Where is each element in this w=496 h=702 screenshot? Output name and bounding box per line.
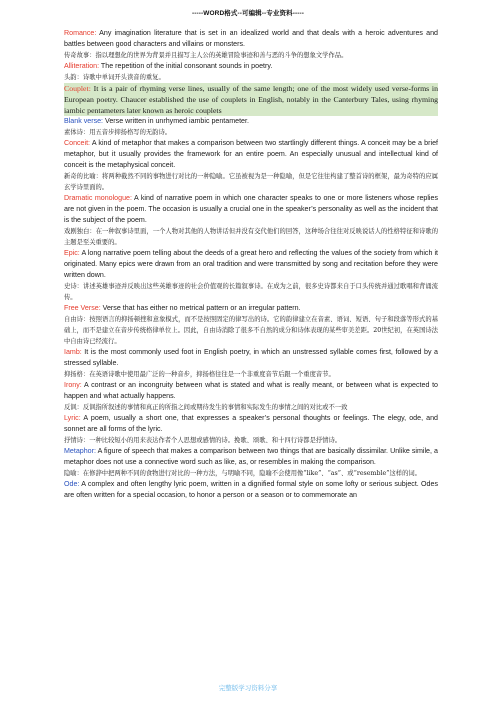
entry-couplet-highlighted: Couplet: It is a pair of rhyming verse lines, usually of the same length; one of the most widely used verse-forms in European poetry. Chaucer established the use of couplets in English, notably in the Canterbury Tales, using rhyming iambic pentameters later known as heroic couplets — [64, 84, 438, 115]
entry-dramatic-monologue-zh: 戏剧独白：在一种叙事诗里面，一个人物对其他的人物讲话但并没有交代他们的回答，这种场合往往对反映说话人的性格特征和诗歌的主题是至关重要的。 — [64, 228, 438, 246]
entry-romance-en: Romance: Any imagination literature that is set in an idealized world and that deals with a heroic adventures and battles between good characters and villains or monsters. — [64, 29, 438, 48]
entry-irony-en: Irony: A contrast or an incongruity between what is stated and what is really meant, or between what is expected to happen and what actually happens. — [64, 381, 438, 400]
entry-lyric-zh: 抒情诗：一种比较短小的用来表达作者个人思想或感情的诗。挽歌、颂歌、和十四行诗都是抒情诗。 — [64, 437, 342, 444]
entry-dramatic-monologue-en: Dramatic monologue: A kind of narrative poem in which one character speaks to one or more listeners whose replies are not given in the poem. The occasion is usually a crucial one in the speaker’s personality as well as the incident that is the subject of the poem. — [64, 194, 438, 224]
glossary-content — [64, 28, 438, 501]
term-epic: Epic: — [64, 249, 80, 257]
term-ode: Ode: — [64, 480, 80, 488]
entry-metaphor-en: Metaphor: A figure of speech that makes a comparison between two things that are basically dissimilar. Unlike simile, a metaphor does not use a connective word such as like, as, or resembles in making the comparison. — [64, 447, 438, 466]
entry-blank-verse-en: Blank verse: Verse written in unrhymed iambic pentameter. — [64, 117, 249, 125]
entry-alliteration-en: Alliteration: The repetition of the initial consonant sounds in poetry. — [64, 62, 273, 70]
entry-free-verse-zh: 自由诗：按照语言的抑扬顿挫和意象模式，而不是按照固定的律写出的诗。它的韵律建立在音素、语词、短语、句子和段落等形式的基础上，而不是建立在音步传统格律单位上。因此，自由诗消除了很多不自然的成分和诗体表现的某些审美差距。20世纪初，在英国诗法中自由诗已经流行。 — [64, 316, 438, 345]
term-metaphor: Metaphor: — [64, 447, 96, 455]
term-conceit: Conceit: — [64, 139, 91, 147]
entry-ode-en: Ode: A complex and often lengthy lyric poem, written in a dignified formal style on some lofty or serious subject. Odes are often written for a special occasion, to honor a person or a season or to commemorate an — [64, 480, 438, 499]
entry-iamb-zh: 抑扬格：在英语诗歌中使用最广泛的一种音步，抑扬格往往是一个非重度音节后跟一个重度音节。 — [64, 371, 335, 378]
entry-lyric-en: Lyric: A poem, usually a short one, that expresses a speaker’s personal thoughts or feelings. The elegy, ode, and sonnet are all forms of the lyric. — [64, 414, 438, 433]
term-dramatic-monologue: Dramatic monologue: — [64, 194, 132, 202]
term-irony: Irony: — [64, 381, 82, 389]
entry-epic-en: Epic: A long narrative poem telling about the deeds of a great hero and reflecting the values of the society from which it originated. Many epics were drawn from an oral tradition and were transmitted by song and recitation before they were written down. — [64, 249, 438, 279]
term-blank-verse: Blank verse: — [64, 117, 104, 125]
entry-irony-zh: 反讽：反讽指所叙述的事情和真正的所指之间或期待发生的事情和实际发生的事情之间的对比或不一致 — [64, 404, 348, 411]
entry-alliteration-zh: 头韵：诗歌中单词开头读音的重复。 — [64, 74, 165, 81]
term-alliteration: Alliteration: — [64, 62, 100, 70]
term-couplet: Couplet: — [64, 84, 91, 93]
entry-conceit-zh: 新奇的比喻：将两种截然不同的事物进行对比的一种隐喻。它虽被视为是一种隐喻，但是它往往构建了整首诗的框架，最为奇特的应属玄学诗里面的。 — [64, 173, 438, 191]
page-header: -----WORD格式--可编辑--专业资料----- — [191, 10, 305, 17]
term-free-verse: Free Verse: — [64, 304, 101, 312]
entry-epic-zh: 史诗：讲述英雄事迹并反映出这些英雄事迹的社会价值观的长篇叙事诗。在成为之前，很多史诗都来自于口头传统并通过歌唱和背诵流传。 — [64, 283, 438, 301]
entry-free-verse-en: Free Verse: Verse that has either no metrical pattern or an irregular pattern. — [64, 304, 301, 312]
term-lyric: Lyric: — [64, 414, 81, 422]
entry-metaphor-zh: 隐喻：在修辞中把两种不同的食物进行对比的一种方法，与明喻不同，隐喻不会使用像“like”、“as”、或“resemble”这样的词。 — [64, 470, 421, 477]
entry-romance-zh: 传奇故事：指以理想化的世界为背景并且描写主人公的英雄冒险事迹和善与恶的斗争的想象文学作品。 — [64, 52, 348, 59]
term-iamb: Iamb: — [64, 348, 82, 356]
term-romance: Romance: — [64, 29, 97, 37]
entry-iamb-en: Iamb: It is the most commonly used foot in English poetry, in which an unstressed syllable comes first, followed by a stressed syllable. — [64, 348, 438, 367]
entry-conceit-en: Conceit: A kind of metaphor that makes a comparison between two startlingly different things. A conceit may be a brief metaphor, but it usually provides the framework for an entire poem. An especially unusual and intellectual kind of conceit is the metaphysical conceit. — [64, 139, 438, 169]
entry-blank-verse-zh: 素体诗：用五音步抑扬格写的无韵诗。 — [64, 129, 172, 136]
page-footer: 完整版学习资料分享 — [218, 684, 278, 692]
